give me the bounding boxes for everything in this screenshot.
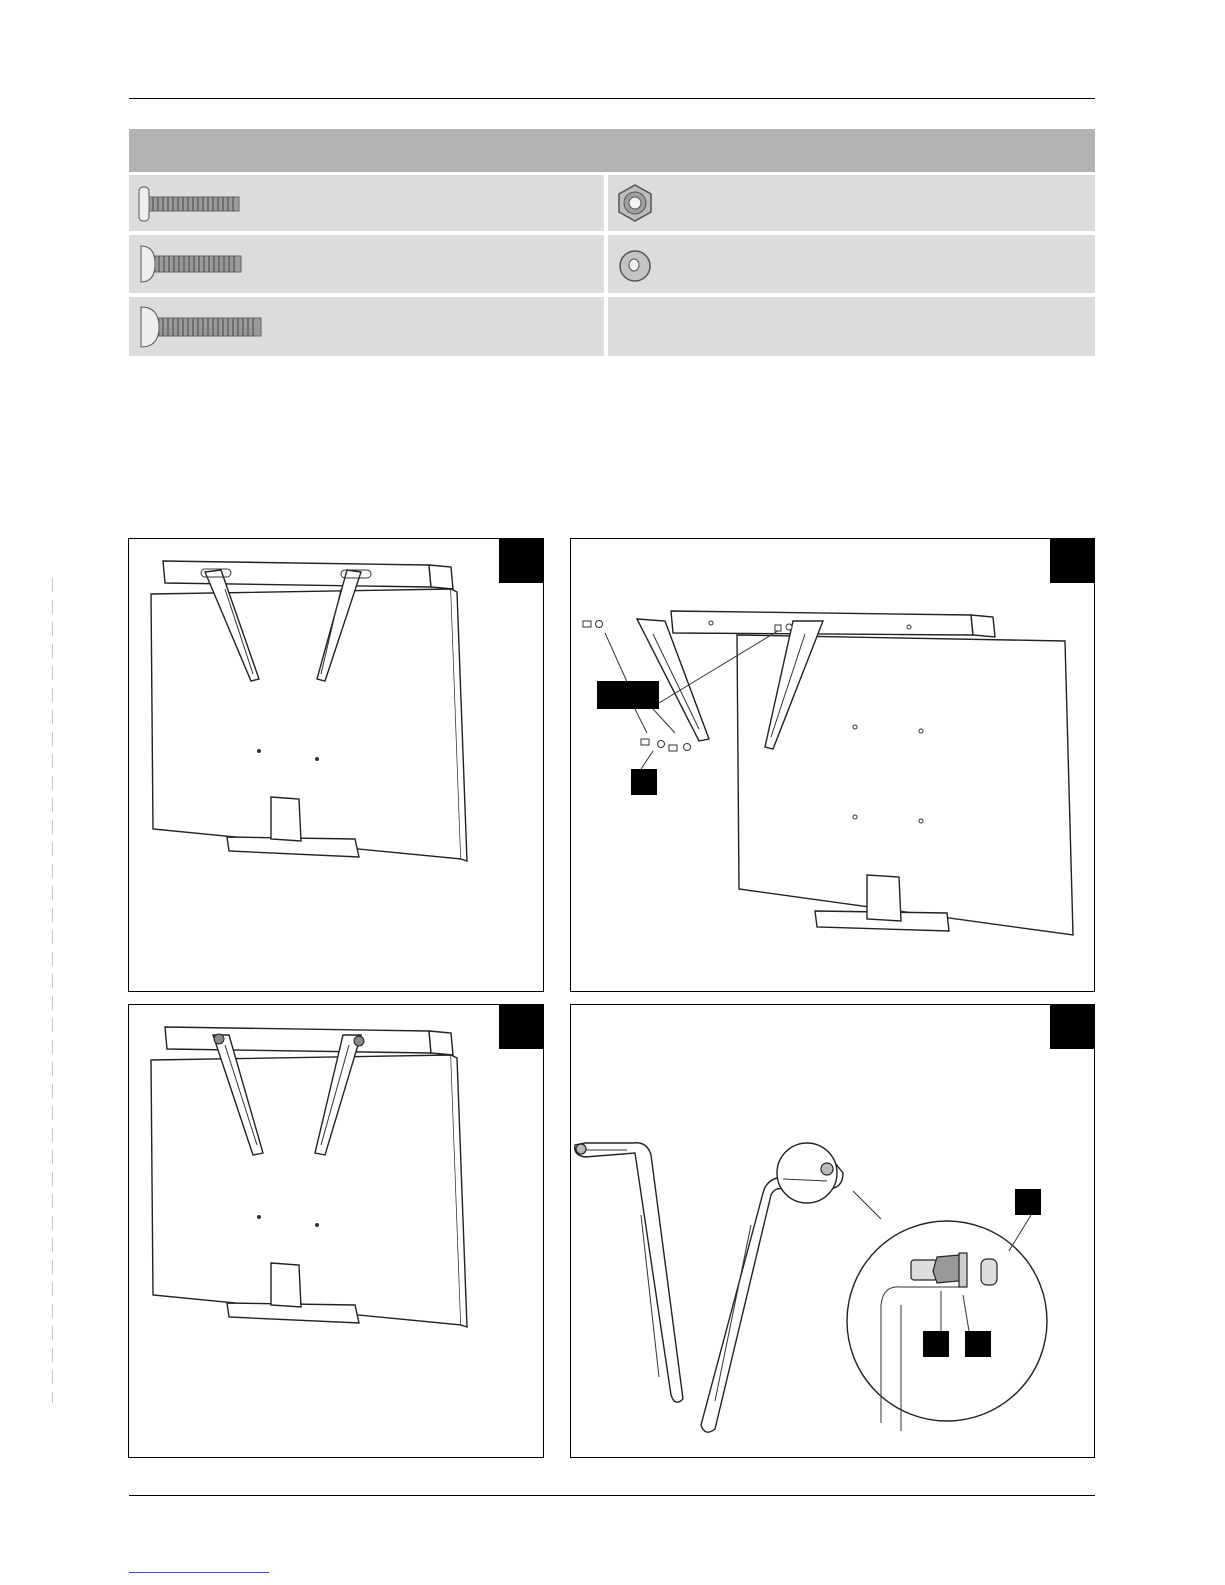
- lock-nut-icon: [615, 183, 655, 223]
- footer-link-underline[interactable]: [129, 1572, 269, 1573]
- step-3-illustration: [129, 1005, 544, 1458]
- step-3-panel: [128, 1004, 544, 1458]
- long-screw-icon: [137, 303, 267, 351]
- margin-dash-rail: [52, 578, 53, 1403]
- step-2-callout-b: [631, 769, 657, 795]
- step-4-callout-c: [965, 1331, 991, 1357]
- top-rule: [129, 98, 1095, 99]
- bottom-rule: [129, 1495, 1095, 1496]
- hardware-cell-long-screw: [129, 297, 604, 356]
- step-4-callout-a: [1015, 1189, 1041, 1215]
- step-2-panel: [570, 538, 1095, 992]
- hardware-table-header: [129, 129, 1095, 172]
- step-1-illustration: [129, 539, 544, 992]
- hardware-cell-short-screw: [129, 175, 604, 231]
- step-4-illustration: [571, 1005, 1095, 1458]
- step-2-illustration: [571, 539, 1095, 992]
- step-2-callout-a: [597, 681, 659, 709]
- medium-screw-icon: [137, 242, 247, 286]
- hardware-cell-washer: [608, 235, 1095, 293]
- step-1-panel: [128, 538, 544, 992]
- step-4-callout-b: [923, 1331, 949, 1357]
- hardware-cell-medium-screw: [129, 235, 604, 293]
- hardware-cell-lock-nut: [608, 175, 1095, 231]
- short-screw-icon: [137, 184, 247, 224]
- hardware-cell-empty: [608, 297, 1095, 356]
- washer-icon: [615, 244, 655, 284]
- step-4-panel: [570, 1004, 1095, 1458]
